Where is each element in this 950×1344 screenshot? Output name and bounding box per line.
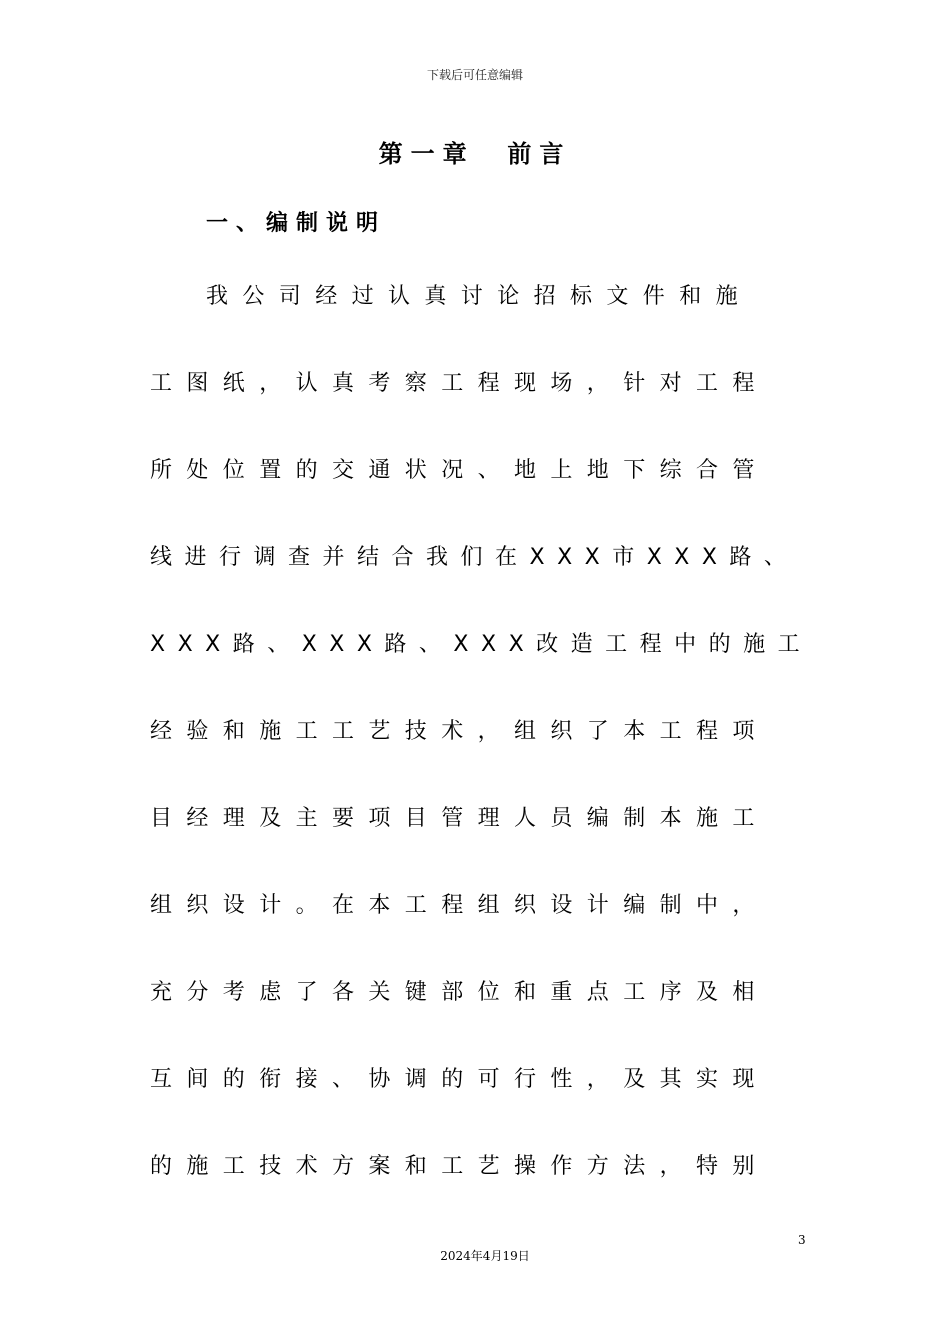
paragraph-line: 互间的衔接、协调的可行性，及其实现 xyxy=(150,1067,769,1092)
chapter-title: 第一章 前言 xyxy=(378,140,572,168)
paragraph-line: 目经理及主要项目管理人员编制本施工 xyxy=(150,806,769,831)
paragraph-line: 的施工技术方案和工艺操作方法，特别 xyxy=(150,1154,769,1179)
page-number: 3 xyxy=(798,1233,806,1247)
paragraph-line: 工图纸，认真考察工程现场，针对工程 xyxy=(150,371,769,396)
footer-date: 2024年4月19日 xyxy=(440,1249,530,1263)
paragraph-line: 线进行调查并结合我们在XXX市XXX路、 xyxy=(150,545,799,570)
paragraph-line: 组织设计。在本工程组织设计编制中， xyxy=(150,893,769,918)
paragraph-line: 所处位置的交通状况、地上地下综合管 xyxy=(150,458,769,483)
section-heading: 一、编制说明 xyxy=(206,211,387,236)
paragraph-line: 我公司经过认真讨论招标文件和施 xyxy=(206,284,753,309)
paragraph-line: 充分考虑了各关键部位和重点工序及相 xyxy=(150,980,769,1005)
paragraph-line: XXX路、XXX路、XXX改造工程中的施工 xyxy=(150,632,813,657)
header-note: 下载后可任意编辑 xyxy=(426,68,523,82)
paragraph-line: 经验和施工工艺技术，组织了本工程项 xyxy=(150,719,769,744)
